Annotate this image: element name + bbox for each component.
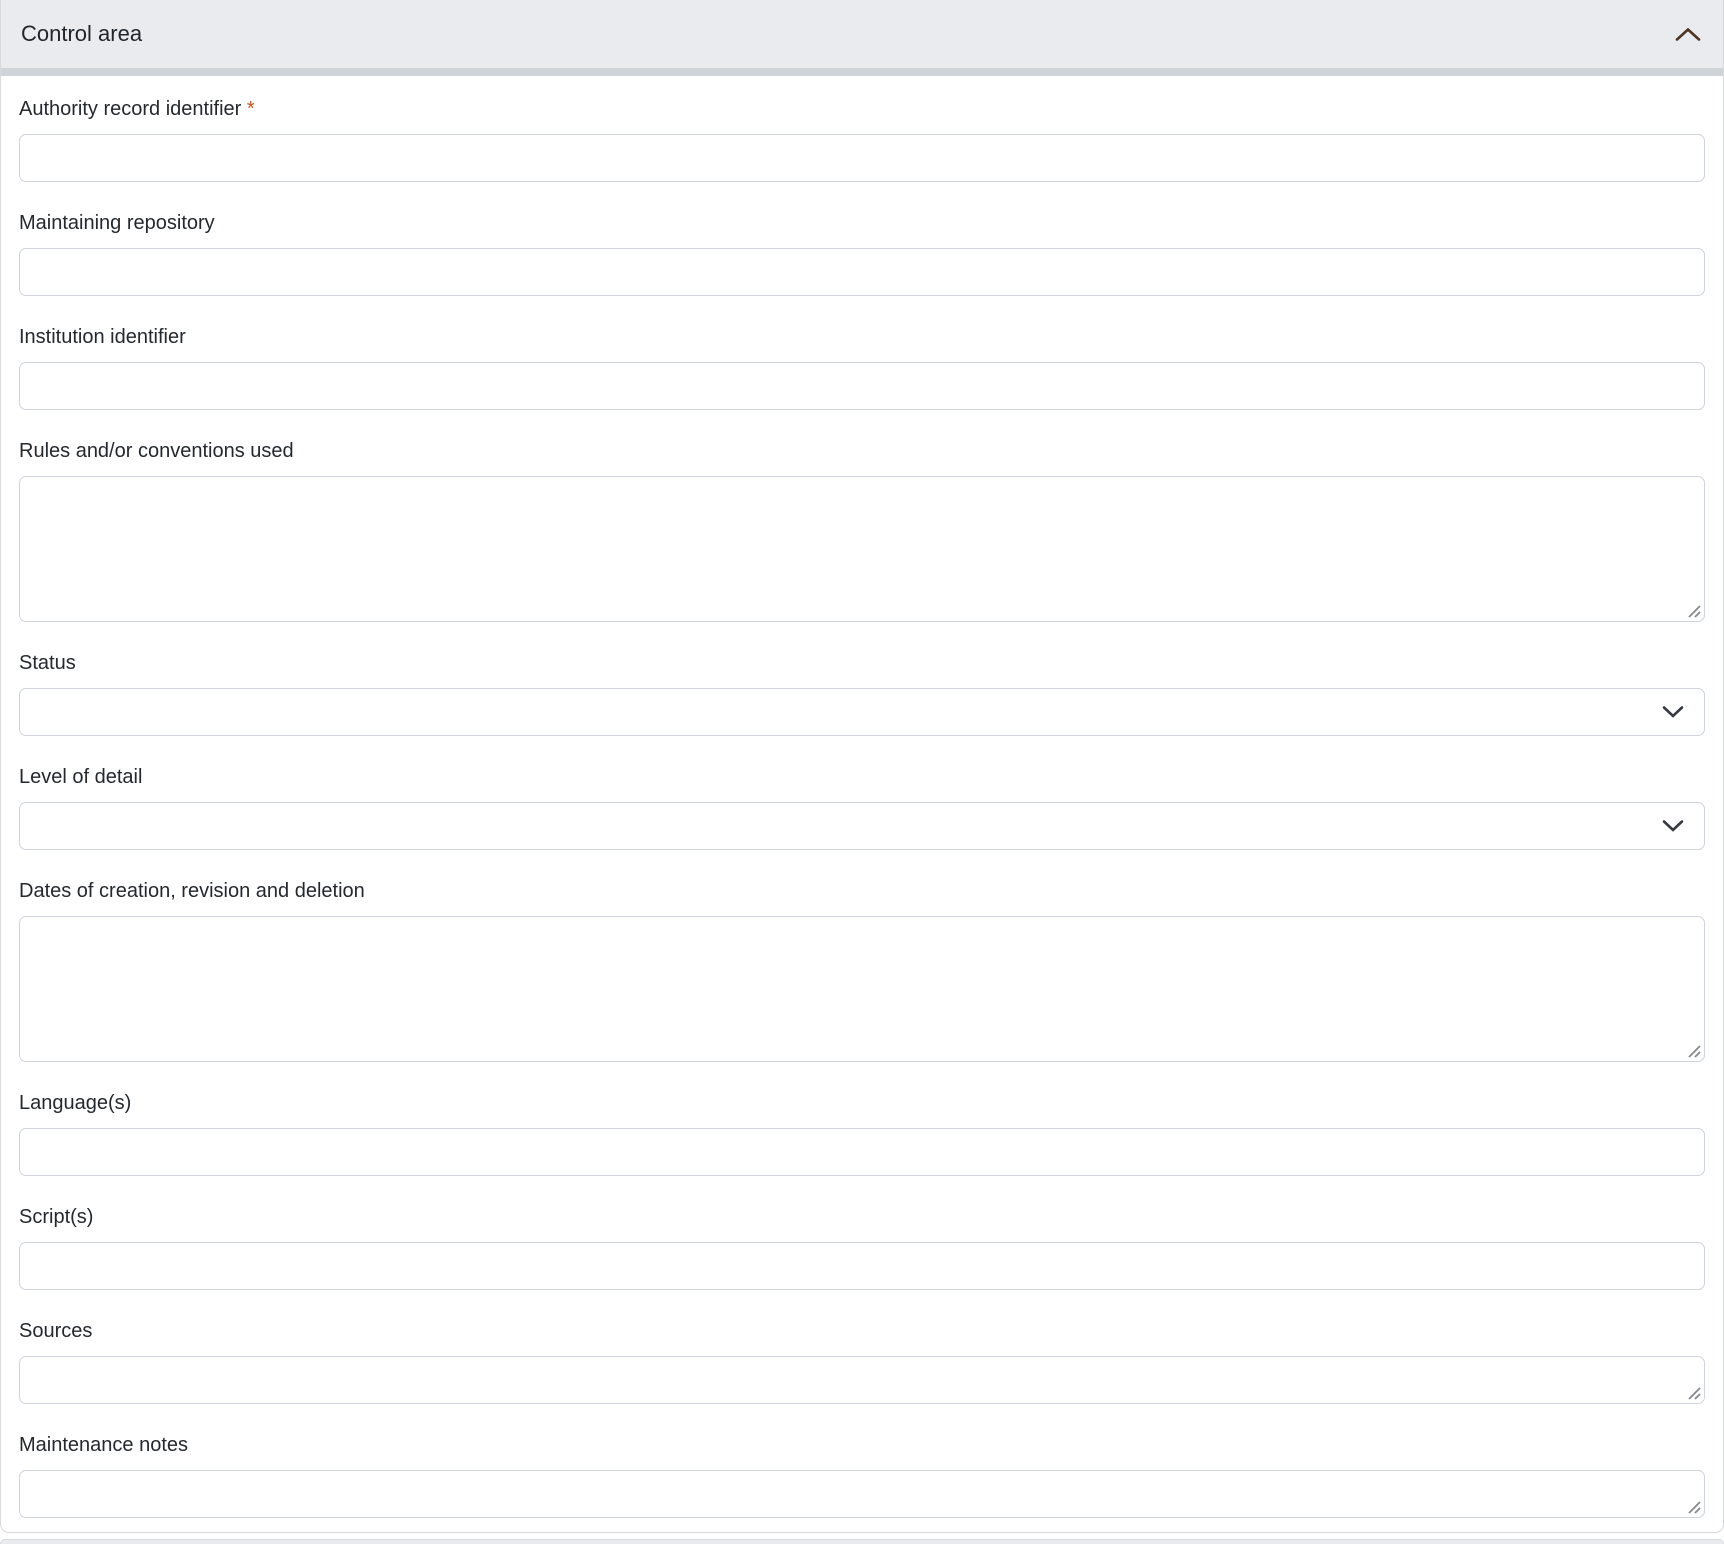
field-label <box>19 648 1705 678</box>
field-status <box>19 648 1705 736</box>
field-label <box>19 322 1705 352</box>
field-scripts <box>19 1202 1705 1290</box>
status-select[interactable] <box>19 688 1705 736</box>
field-label-text: Sources <box>19 1320 93 1342</box>
field-dates-creation-revision-deletion <box>19 876 1705 1062</box>
field-label <box>19 436 1705 466</box>
field-label <box>19 876 1705 906</box>
field-label <box>19 762 1705 792</box>
field-languages <box>19 1088 1705 1176</box>
field-label-text: Level of detail <box>19 766 143 788</box>
level-of-detail-select[interactable] <box>19 802 1705 850</box>
resize-handle-icon[interactable] <box>1686 1499 1701 1514</box>
chevron-down-icon <box>1662 706 1684 719</box>
field-label <box>19 1202 1705 1232</box>
field-label <box>19 94 1705 124</box>
required-asterisk: * <box>246 98 255 120</box>
languages-input[interactable] <box>19 1128 1705 1176</box>
institution-identifier-input[interactable] <box>19 362 1705 410</box>
resize-handle-icon[interactable] <box>1686 1043 1701 1058</box>
dates-creation-revision-deletion-textarea[interactable] <box>19 916 1705 1062</box>
field-sources <box>19 1316 1705 1404</box>
rules-conventions-textarea[interactable] <box>19 476 1705 622</box>
field-label-text: Maintaining repository <box>19 212 215 234</box>
chevron-down-icon <box>1662 820 1684 833</box>
scripts-input[interactable] <box>19 1242 1705 1290</box>
field-level-of-detail <box>19 762 1705 850</box>
resize-handle-icon[interactable] <box>1686 603 1701 618</box>
field-label-text: Dates of creation, revision and deletion <box>19 880 365 902</box>
sources-textarea[interactable] <box>19 1356 1705 1404</box>
section-header-divider <box>1 68 1723 76</box>
next-section-header-edge[interactable] <box>0 1539 1724 1544</box>
section-title: Control area <box>21 20 143 46</box>
field-label <box>19 208 1705 238</box>
field-label-text: Authority record identifier <box>19 98 242 120</box>
field-maintenance-notes <box>19 1430 1705 1518</box>
authority-record-identifier-input[interactable] <box>19 134 1705 182</box>
field-label-text: Institution identifier <box>19 326 186 348</box>
field-institution-identifier <box>19 322 1705 410</box>
field-label-text: Script(s) <box>19 1206 94 1228</box>
field-rules-conventions <box>19 436 1705 622</box>
field-label <box>19 1316 1705 1346</box>
field-maintaining-repository <box>19 208 1705 296</box>
field-label-text: Rules and/or conventions used <box>19 440 294 462</box>
section-body <box>1 76 1723 1532</box>
field-label <box>19 1430 1705 1460</box>
section-header-control-area[interactable] <box>1 0 1723 68</box>
field-authority-record-identifier <box>19 94 1705 182</box>
chevron-up-icon <box>1675 27 1701 42</box>
field-label-text: Status <box>19 652 76 674</box>
maintenance-notes-textarea[interactable] <box>19 1470 1705 1518</box>
field-label-text: Maintenance notes <box>19 1434 189 1456</box>
field-label <box>19 1088 1705 1118</box>
field-label-text: Language(s) <box>19 1092 132 1114</box>
maintaining-repository-input[interactable] <box>19 248 1705 296</box>
resize-handle-icon[interactable] <box>1686 1385 1701 1400</box>
